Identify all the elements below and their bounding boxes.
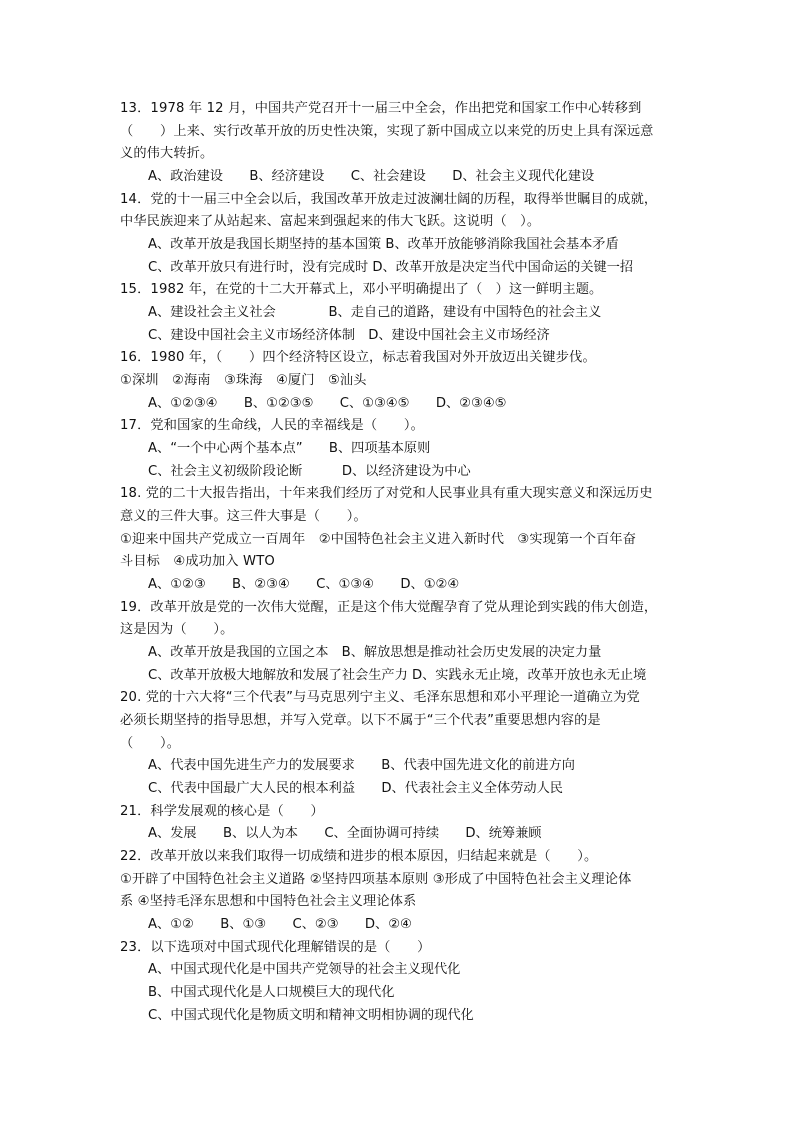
q14-options-cd: C、改革开放只有进行时，没有完成时 D、改革开放是决定当代中国命运的关键一招: [148, 260, 634, 275]
q16-line-1: 16．1980 年，（ ）四个经济特区设立，标志着我国对外开放迈出关键步伐。: [120, 350, 596, 365]
q23-line-1: 23．以下选项对中国式现代化理解错误的是（ ）: [120, 940, 431, 955]
q15-line-1: 15．1982 年，在党的十二大开幕式上，邓小平明确提出了（ ）这一鲜明主题。: [120, 282, 603, 297]
q18-items-1: ①迎来中国共产党成立一百周年 ②中国特色社会主义进入新时代 ③实现第一个百年奋: [120, 532, 637, 547]
q22-items-1: ①开辟了中国特色社会主义道路 ②坚持四项基本原则 ③形成了中国特色社会主义理论体: [120, 872, 632, 887]
q20-line-1: 20. 党的十六大将“三个代表”与马克思列宁主义、毛泽东思想和邓小平理论一道确立为党: [120, 690, 640, 705]
q23-option-c: C、中国式现代化是物质文明和精神文明相协调的现代化: [148, 1008, 474, 1023]
q13-line-1: 13．1978 年 12 月，中国共产党召开十一届三中全会，作出把党和国家工作中心转移到: [120, 101, 642, 116]
q18-line-1: 18. 党的二十大报告指出，十年来我们经历了对党和人民事业具有重大现实意义和深远历史: [120, 486, 653, 501]
q13-options: A、政治建设 B、经济建设 C、社会建设 D、社会主义现代化建设: [148, 169, 595, 184]
q13-line-2: （ ）上来、实行改革开放的历史性决策，实现了新中国成立以来党的历史上具有深远意: [120, 124, 654, 139]
q22-line-1: 22．改革开放以来我们取得一切成绩和进步的根本原因，归结起来就是（ ）。: [120, 849, 598, 864]
q17-line-1: 17．党和国家的生命线，人民的幸福线是（ ）。: [120, 418, 424, 433]
q18-line-2: 意义的三件大事。这三件大事是（ ）。: [120, 509, 367, 524]
q23-option-b: B、中国式现代化是人口规模巨大的现代化: [148, 985, 395, 1000]
q20-line-2: 必须长期坚持的指导思想，并写入党章。以下不属于“三个代表”重要思想内容的是: [120, 713, 601, 728]
q15-options-cd: C、建设中国社会主义市场经济体制 D、建设中国社会主义市场经济: [148, 328, 550, 343]
q20-options-cd: C、代表中国最广大人民的根本利益 D、代表社会主义全体劳动人民: [148, 781, 563, 796]
q22-options: A、①② B、①③ C、②③ D、②④: [148, 917, 412, 932]
q21-options: A、发展 B、以人为本 C、全面协调可持续 D、统筹兼顾: [148, 826, 542, 841]
q21-line-1: 21．科学发展观的核心是（ ）: [120, 804, 324, 819]
q20-line-3: （ ）。: [120, 736, 181, 751]
q19-options-cd: C、改革开放极大地解放和发展了社会生产力 D、实践永无止境，改革开放也永无止境: [148, 668, 647, 683]
q14-line-2: 中华民族迎来了从站起来、富起来到强起来的伟大飞跃。这说明（ ）。: [120, 214, 541, 229]
q20-options-ab: A、代表中国先进生产力的发展要求 B、代表中国先进文化的前进方向: [148, 758, 575, 773]
q19-options-ab: A、改革开放是我国的立国之本 B、解放思想是推动社会历史发展的决定力量: [148, 645, 602, 660]
q14-options-ab: A、改革开放是我国长期坚持的基本国策 B、改革开放能够消除我国社会基本矛盾: [148, 237, 619, 252]
q13-line-3: 义的伟大转折。: [120, 146, 214, 161]
q16-options: A、①②③④ B、①②③⑤ C、①③④⑤ D、②③④⑤: [148, 396, 507, 411]
q17-options-cd: C、社会主义初级阶段论断 D、以经济建设为中心: [148, 464, 471, 479]
q19-line-1: 19．改革开放是党的一次伟大觉醒，正是这个伟大觉醒孕育了党从理论到实践的伟大创造，: [120, 600, 658, 615]
q17-options-ab: A、“一个中心两个基本点” B、四项基本原则: [148, 441, 431, 456]
q22-items-2: 系 ④坚持毛泽东思想和中国特色社会主义理论体系: [120, 894, 417, 909]
q16-items: ①深圳 ②海南 ③珠海 ④厦门 ⑤汕头: [120, 373, 367, 388]
q15-options-ab: A、建设社会主义社会 B、走自己的道路，建设有中国特色的社会主义: [148, 305, 602, 320]
q18-options: A、①②③ B、②③④ C、①③④ D、①②④: [148, 577, 460, 592]
q18-items-2: 斗目标 ④成功加入 WTO: [120, 554, 275, 569]
q14-line-1: 14．党的十一届三中全会以后，我国改革开放走过波澜壮阔的历程，取得举世瞩目的成就，: [120, 192, 658, 207]
q23-option-a: A、中国式现代化是中国共产党领导的社会主义现代化: [148, 962, 461, 977]
q19-line-2: 这是因为（ ）。: [120, 622, 234, 637]
